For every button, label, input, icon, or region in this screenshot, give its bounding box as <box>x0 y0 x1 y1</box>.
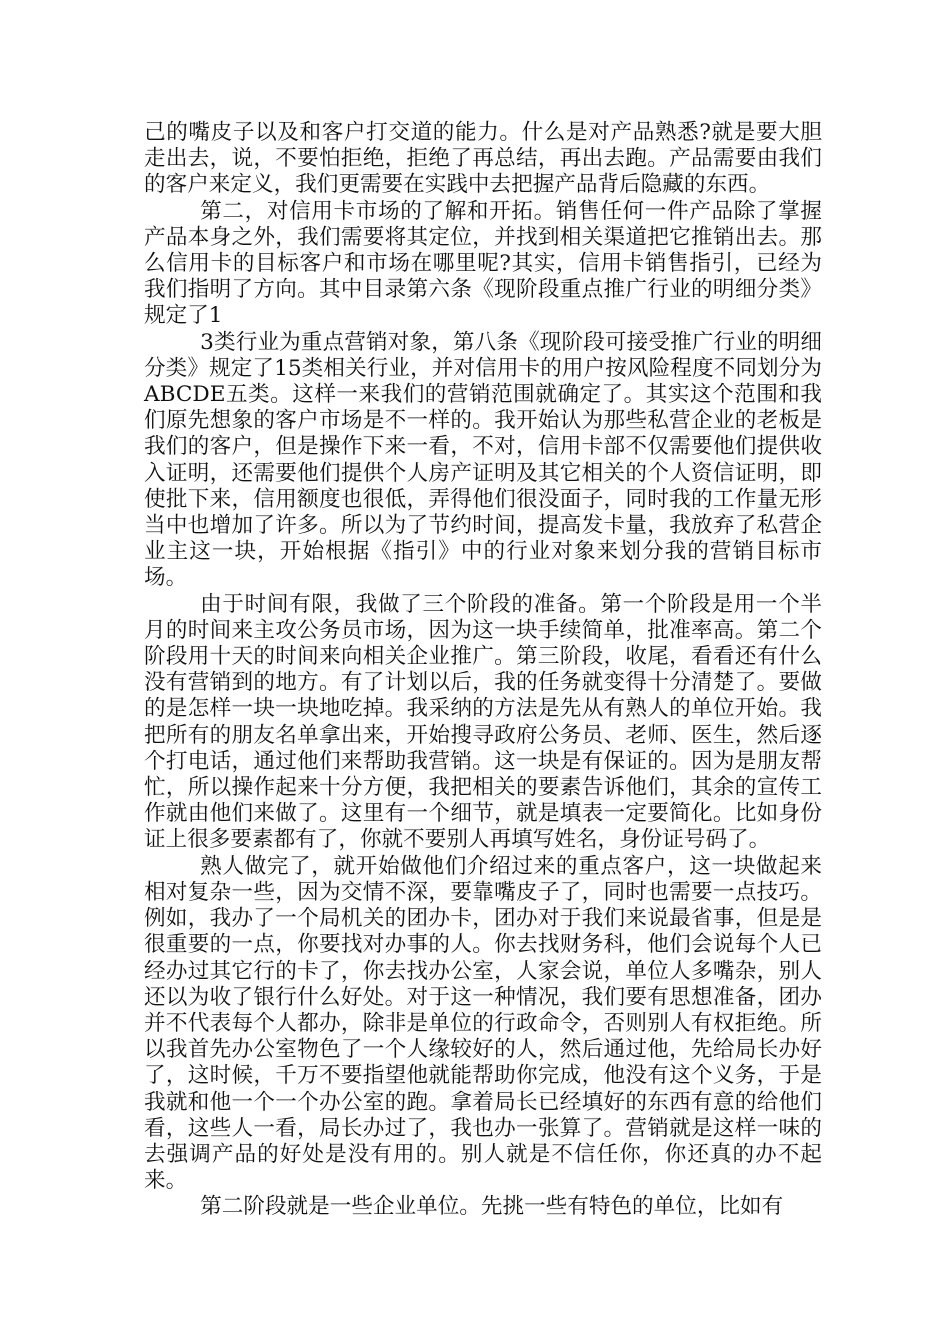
paragraph-4: 由于时间有限，我做了三个阶段的准备。第一个阶段是用一个半月的时间来主攻公务员市场，因为这一块手续简单，批准率高。第二个阶段用十天的时间来向相关企业推广。第三阶段，收尾，看看还有什么没有营销到的地方。有了计划以后，我的任务就变得十分清楚了。要做的是怎样一块一块地吃掉。我采纳的方法是先从有熟人的单位开始。我把所有的朋友名单拿出来，开始搜寻政府公务员、老师、医生，然后逐个打电话，通过他们来帮助我营销。这一块是有保证的。因为是朋友帮忙，所以操作起来十分方便，我把相关的要素告诉他们，其余的宣传工作就由他们来做了。这里有一个细节，就是填表一定要简化。比如身份证上很多要素都有了，你就不要别人再填写姓名，身份证号码了。 <box>144 591 822 853</box>
paragraph-5: 熟人做完了，就开始做他们介绍过来的重点客户，这一块做起来相对复杂一些，因为交情不深，要靠嘴皮子了，同时也需要一点技巧。例如，我办了一个局机关的团办卡，团办对于我们来说最省事，但是是很重要的一点，你要找对办事的人。你去找财务科，他们会说每个人已经办过其它行的卡了，你去找办公室，人家会说，单位人多嘴杂，别人还以为收了银行什么好处。对于这一种情况，我们要有思想准备，团办并不代表每个人都办，除非是单位的行政命令，否则别人有权拒绝。所以我首先办公室物色了一个人缘较好的人，然后通过他，先给局长办好了，这时候，千万不要指望他就能帮助你完成，他没有这个义务，于是我就和他一个一个办公室的跑。拿着局长已经填好的东西有意的给他们看，这些人一看，局长办过了，我也办一张算了。营销就是这样一味的去强调产品的好处是没有用的。别人就是不信任你，你还真的办不起来。 <box>144 853 822 1194</box>
paragraph-3: 3类行业为重点营销对象，第八条《现阶段可接受推广行业的明细分类》规定了15类相关行业，并对信用卡的用户按风险程度不同划分为ABCDE五类。这样一来我们的营销范围就确定了。其实这个范围和我们原先想象的客户市场是不一样的。我开始认为那些私营企业的老板是我们的客户，但是操作下来一看，不对，信用卡部不仅需要他们提供收入证明，还需要他们提供个人房产证明及其它相关的个人资信证明，即使批下来，信用额度也很低，弄得他们很没面子，同时我的工作量无形当中也增加了许多。所以为了节约时间，提高发卡量，我放弃了私营企业主这一块，开始根据《指引》中的行业对象来划分我的营销目标市场。 <box>144 329 822 591</box>
paragraph-2: 第二，对信用卡市场的了解和开拓。销售任何一件产品除了掌握产品本身之外，我们需要将其定位，并找到相关渠道把它推销出去。那么信用卡的目标客户和市场在哪里呢?其实，信用卡销售指引，已经为我们指明了方向。其中目录第六条《现阶段重点推广行业的明细分类》规定了1 <box>144 198 822 329</box>
document-body <box>144 120 822 1221</box>
paragraph-6: 第二阶段就是一些企业单位。先挑一些有特色的单位，比如有 <box>200 1194 784 1220</box>
paragraph-1: 己的嘴皮子以及和客户打交道的能力。什么是对产品熟悉?就是要大胆走出去，说，不要怕拒绝，拒绝了再总结，再出去跑。产品需要由我们的客户来定义，我们更需要在实践中去把握产品背后隐藏的东西。 <box>144 120 822 198</box>
